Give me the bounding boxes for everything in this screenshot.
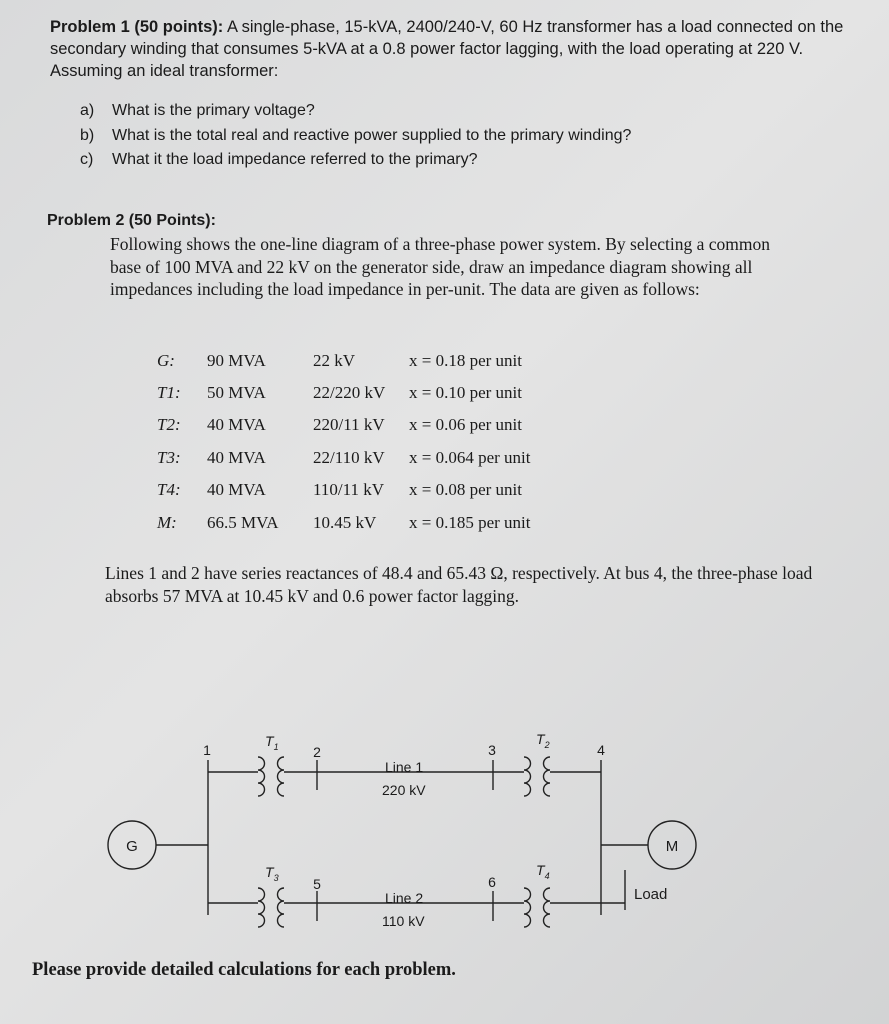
component-rating: 50 MVA xyxy=(207,383,266,402)
one-line-diagram xyxy=(0,700,889,950)
line-2-voltage: 110 kV xyxy=(382,913,425,929)
t1-label: $T_1$ xyxy=(265,733,279,752)
line-1-voltage: 220 kV xyxy=(382,782,426,798)
component-reactance: x = 0.06 per unit xyxy=(409,415,522,434)
question-text: What is the primary voltage? xyxy=(112,102,315,119)
problem-1-text: A single-phase, 15-kVA, 2400/240-V, 60 Hz transformer has a load connected on the secondary winding that consumes 5-kVA at a 0.8 power factor lagging, with the load operating at 220 V. Assuming an ideal transformer: xyxy=(50,18,844,80)
question-text: What is the total real and reactive power supplied to the primary winding? xyxy=(112,127,632,144)
component-voltage: 22 kV xyxy=(313,351,356,370)
problem-1-heading: Problem 1 (50 points): xyxy=(50,18,224,36)
lines-description: Lines 1 and 2 have series reactances of 48.4 and 65.43 Ω, respectively. At bus 4, the three-phase load absorbs 57 MVA at 10.45 kV and 0.6 power factor lagging. xyxy=(105,563,813,606)
component-rating: 66.5 MVA xyxy=(207,513,279,532)
t3-label: $T_3$ xyxy=(265,864,279,883)
load-label: Load xyxy=(634,886,668,903)
component-reactance: x = 0.18 per unit xyxy=(409,351,522,370)
bus-5-label: 5 xyxy=(313,876,321,892)
t1-secondary-coil xyxy=(278,757,284,796)
t2-secondary-coil xyxy=(544,757,551,796)
problem-2-intro: Following shows the one-line diagram of a three-phase power system. By selecting a common base of 100 MVA and 22 kV on the generator side, draw an impedance diagram showing all impedances including the load impedance in per-unit. The data are given as follows: xyxy=(110,234,770,299)
generator-label: G xyxy=(126,838,138,855)
question-label: a) xyxy=(80,102,95,119)
component-rating: 90 MVA xyxy=(207,351,266,370)
question-text: What it the load impedance referred to the primary? xyxy=(112,151,478,168)
component-voltage: 110/11 kV xyxy=(313,480,384,499)
component-rating: 40 MVA xyxy=(207,415,266,434)
component-name: T2: xyxy=(157,415,181,434)
component-name: M: xyxy=(157,513,177,532)
t2-label: $T_2$ xyxy=(536,731,550,750)
bus-6-label: 6 xyxy=(488,874,496,890)
question-label: c) xyxy=(80,151,94,168)
component-voltage: 220/11 kV xyxy=(313,415,385,434)
bus-2-label: 2 xyxy=(313,744,321,760)
bus-1-label: 1 xyxy=(203,742,211,758)
t3-secondary-coil xyxy=(278,888,284,927)
line-1-label: Line 1 xyxy=(385,759,424,775)
component-rating: 40 MVA xyxy=(207,480,266,499)
component-name: T3: xyxy=(157,448,181,467)
question-label: b) xyxy=(80,127,95,144)
component-reactance: x = 0.064 per unit xyxy=(409,448,531,467)
component-name: T4: xyxy=(157,480,181,499)
closing-instruction: Please provide detailed calculations for each problem. xyxy=(32,960,456,980)
component-rating: 40 MVA xyxy=(207,448,266,467)
component-voltage: 10.45 kV xyxy=(313,513,377,532)
problem-1-statement xyxy=(50,16,860,82)
component-reactance: x = 0.10 per unit xyxy=(409,383,522,402)
bus-3-label: 3 xyxy=(488,742,496,758)
t4-primary-coil xyxy=(524,888,531,927)
line-2-label: Line 2 xyxy=(385,890,424,906)
component-reactance: x = 0.08 per unit xyxy=(409,480,522,499)
component-name: G: xyxy=(157,351,175,370)
t2-primary-coil xyxy=(524,757,531,796)
component-name: T1: xyxy=(157,383,181,402)
component-reactance: x = 0.185 per unit xyxy=(409,513,531,532)
problem-2-heading: Problem 2 (50 Points): xyxy=(47,212,216,229)
motor-label: M xyxy=(665,838,679,855)
bus-4-label: 4 xyxy=(597,742,605,758)
component-voltage: 22/220 kV xyxy=(313,383,386,402)
t4-secondary-coil xyxy=(544,888,551,927)
t1-primary-coil xyxy=(258,757,265,796)
t4-label: $T_4$ xyxy=(536,862,550,881)
component-voltage: 22/110 kV xyxy=(313,448,385,467)
t3-primary-coil xyxy=(258,888,265,927)
